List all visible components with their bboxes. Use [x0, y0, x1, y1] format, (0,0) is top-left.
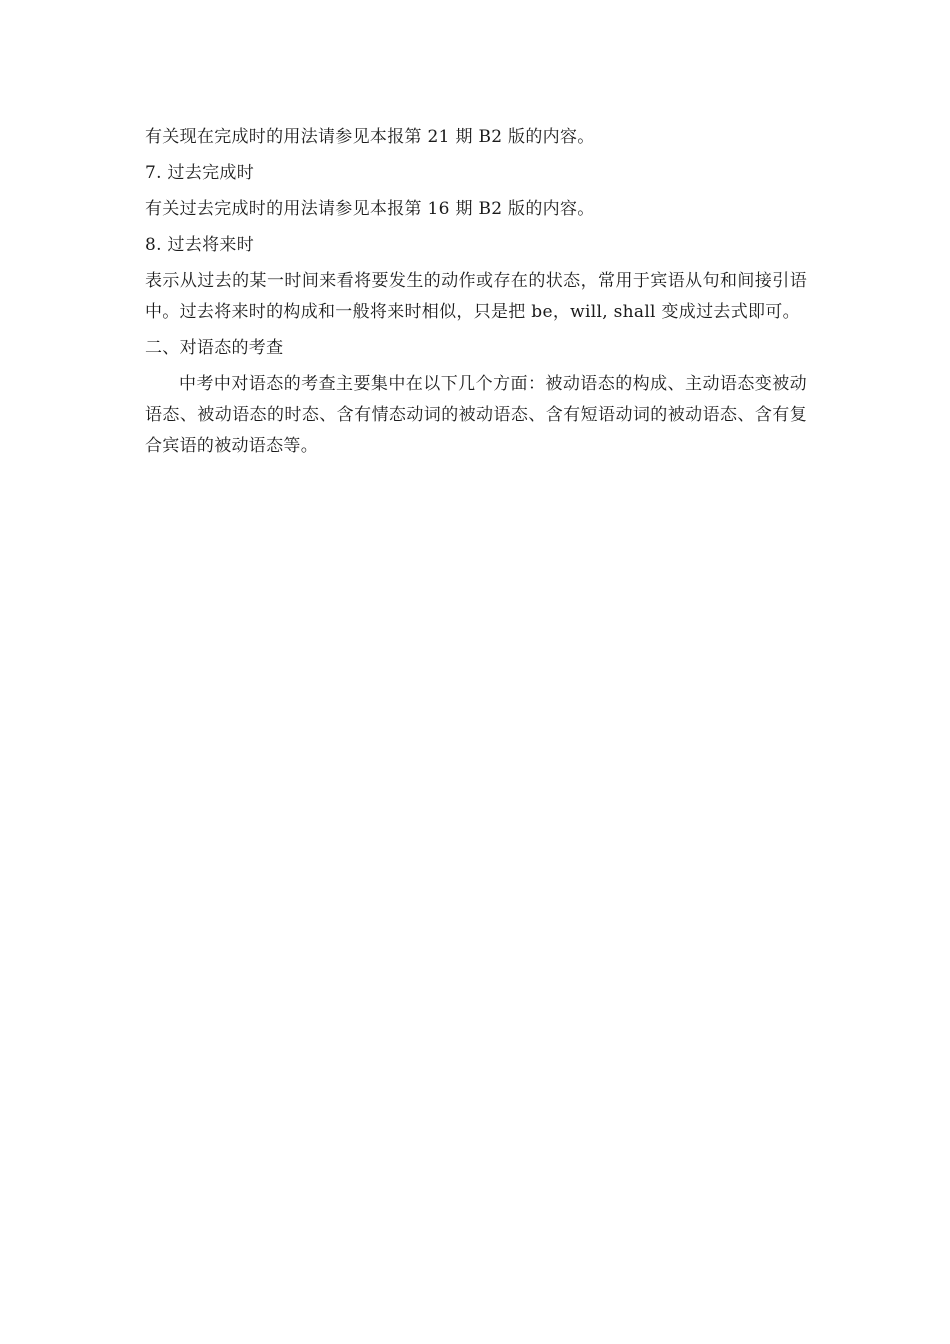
- heading-voice-section: 二、对语态的考查: [145, 338, 284, 358]
- document-body: [145, 122, 807, 467]
- heading-past-perfect: 7. 过去完成时: [145, 163, 255, 183]
- paragraph-past-perfect-reference: 有关过去完成时的用法请参见本报第 16 期 B2 版的内容。: [145, 199, 595, 219]
- paragraph-present-perfect-reference: 有关现在完成时的用法请参见本报第 21 期 B2 版的内容。: [145, 127, 595, 147]
- paragraph-voice-description: 中考中对语态的考查主要集中在以下几个方面：被动语态的构成、主动语态变被动语态、被动语态的时态、含有情态动词的被动语态、含有短语动词的被动语态、含有复合宾语的被动语态等。: [145, 374, 807, 456]
- heading-past-future: 8. 过去将来时: [145, 235, 255, 255]
- paragraph-past-future-description: 表示从过去的某一时间来看将要发生的动作或存在的状态，常用于宾语从句和间接引语中。过去将来时的构成和一般将来时相似，只是把 be，will, shall 变成过去式即可。: [145, 271, 807, 322]
